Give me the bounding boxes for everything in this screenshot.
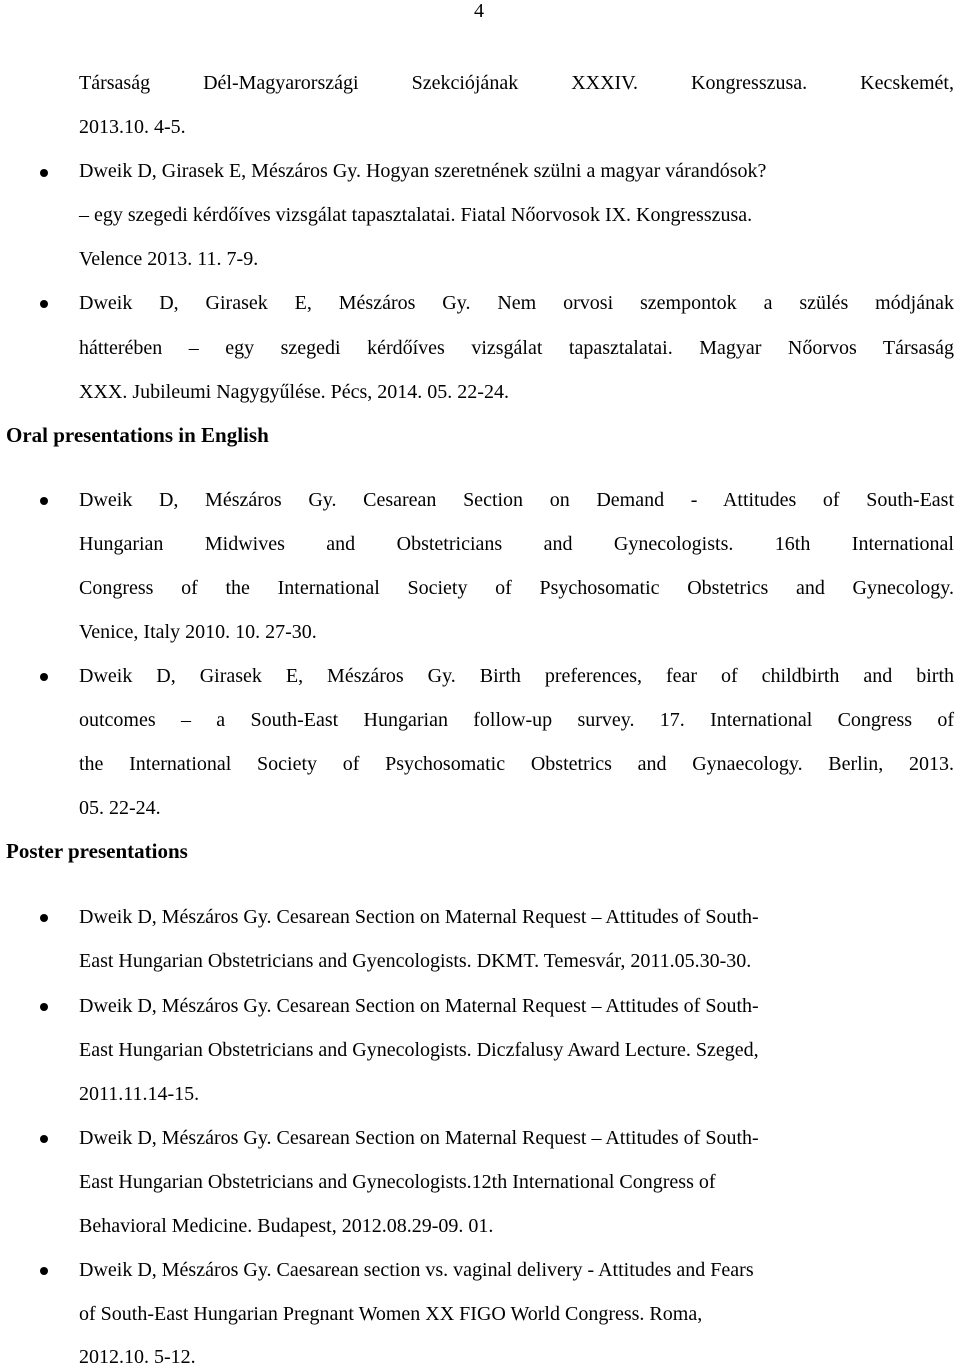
text-line: Dweik D, Mészáros Gy. Cesarean Section on Maternal Request – Attitudes of South- xyxy=(79,1127,759,1149)
text-line: East Hungarian Obstetricians and Gyencologists. DKMT. Temesvár, 2011.05.30-30. xyxy=(79,950,752,972)
text-line: Dweik D, Girasek E, Mészáros Gy. Hogyan szeretnének szülni a magyar várandósok? xyxy=(79,160,767,182)
text-line: 2011.11.14-15. xyxy=(79,1083,200,1105)
bullet-icon xyxy=(40,497,48,505)
text-line: – egy szegedi kérdőíves vizsgálat tapasztalatai. Fiatal Nőorvosok IX. Kongresszusa. xyxy=(79,204,753,226)
text-line: hátterében – egy szegedi kérdőíves vizsgálat tapasztalatai. Magyar Nőorvos Társaság xyxy=(79,337,954,359)
bullet-icon xyxy=(40,1267,48,1275)
text-line: Dweik D, Girasek E, Mészáros Gy. Birth preferences, fear of childbirth and birth xyxy=(79,665,954,687)
text-line: East Hungarian Obstetricians and Gynecologists. Diczfalusy Award Lecture. Szeged, xyxy=(79,1039,759,1061)
text-line: Congress of the International Society of Psychosomatic Obstetrics and Gynecology. xyxy=(79,577,954,599)
text-line: outcomes – a South-East Hungarian follow-up survey. 17. International Congress of xyxy=(79,709,954,731)
text-line: Venice, Italy 2010. 10. 27-30. xyxy=(79,621,317,643)
text-line: the International Society of Psychosomatic Obstetrics and Gynaecology. Berlin, 2013. xyxy=(79,753,954,775)
section-heading-oral: Oral presentations in English xyxy=(6,423,269,447)
text-line: of South-East Hungarian Pregnant Women XX FIGO World Congress. Roma, xyxy=(79,1303,703,1325)
text-line: Dweik D, Mészáros Gy. Cesarean Section on Maternal Request – Attitudes of South- xyxy=(79,906,759,928)
text-line: 05. 22-24. xyxy=(79,797,161,819)
bullet-icon xyxy=(40,914,48,922)
text-line: East Hungarian Obstetricians and Gynecologists.12th International Congress of xyxy=(79,1171,716,1193)
text-line: 2013.10. 4-5. xyxy=(79,116,186,138)
bullet-icon xyxy=(40,300,48,308)
text-line: Behavioral Medicine. Budapest, 2012.08.29-09. 01. xyxy=(79,1215,494,1237)
text-line: Hungarian Midwives and Obstetricians and Gynecologists. 16th International xyxy=(79,533,954,555)
text-line: 2012.10. 5-12. xyxy=(79,1346,196,1368)
bullet-icon xyxy=(40,1003,48,1011)
text-line: Dweik D, Mészáros Gy. Cesarean Section on Maternal Request – Attitudes of South- xyxy=(79,995,759,1017)
bullet-icon xyxy=(40,169,48,177)
text-line: Dweik D, Mészáros Gy. Caesarean section vs. vaginal delivery - Attitudes and Fears xyxy=(79,1259,754,1281)
page-number: 4 xyxy=(474,0,484,22)
text-line: Dweik D, Girasek E, Mészáros Gy. Nem orvosi szempontok a szülés módjának xyxy=(79,292,954,314)
text-line: Dweik D, Mészáros Gy. Cesarean Section on Demand - Attitudes of South-East xyxy=(79,489,954,511)
text-line: Társaság Dél-Magyarországi Szekciójának XXXIV. Kongresszusa. Kecskemét, xyxy=(79,72,954,94)
bullet-icon xyxy=(40,673,48,681)
bullet-icon xyxy=(40,1135,48,1143)
section-heading-poster: Poster presentations xyxy=(6,839,188,863)
text-line: XXX. Jubileumi Nagygyűlése. Pécs, 2014. 05. 22-24. xyxy=(79,381,509,403)
text-line: Velence 2013. 11. 7-9. xyxy=(79,248,259,270)
